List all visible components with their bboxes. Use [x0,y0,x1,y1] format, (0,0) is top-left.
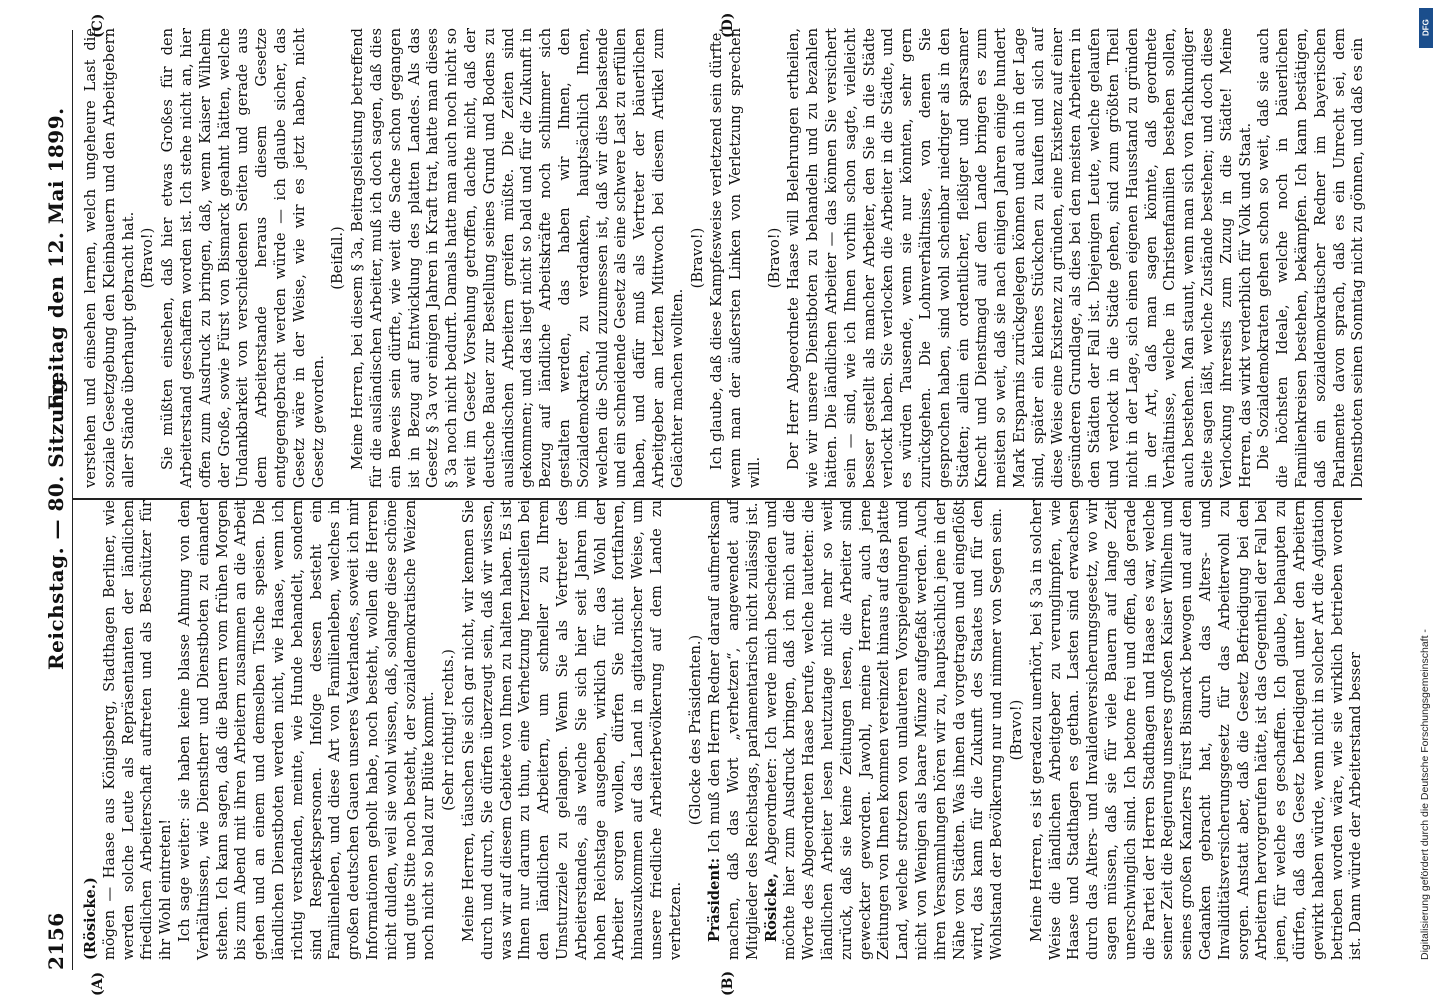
interjection: (Glocke des Präsidenten.) [686,634,704,826]
interjection: (Beifall.) [329,226,347,290]
margin-mark-c: (C) [90,13,106,38]
left-column [82,499,1365,960]
interjection: (Bravo!) [1008,699,1026,761]
paragraph: Die Sozialdemokraten gehen schon so weit, daß sie auch die höchsten Ideale, welche noch in bäuerlichen Familienkreisen bestehen, bekämpfen. Ich kann bestätigen, daß ein sozialdemokratischer Redner im bayerischen Parlamente davon sprach, daß es ein Unrecht sei, dem Dienstboten seinen Sonntag nicht zu gönnen, und daß es ein [1255,28,1367,488]
interjection: (Sehr richtig! rechts.) [440,649,458,811]
page-header [38,30,73,970]
interjection: (Bravo!) [765,227,783,289]
speaker-text: Abgeordneter: Ich werde mich bescheiden und möchte hier zum Ausdruck bringen, daß ich mich auf die Worte des Abgeordneten Haase berufe, welche lauteten: die ländlichen Arbeiter lesen heutzutage nicht mehr so weit zurück, daß sie keine Zeitungen lesen, die Arbeiter sind geweckter geworden. Jawohl, meine Herren, auch jene Zeitungen von Ihnen kommen vereinzelt hinaus auf das platte Land, welche strotzen von unlauteren Vorspiegelungen und nicht von Wenigen als baare Münze aufgefaßt werden. Auch ihren Versammlungen hören wir zu, hauptsächlich jene in der Nähe von Städten. Was ihnen da vorgetragen und eingeflößt wird, das kann für die Zukunft des Staates und für den Wohlstand der Bevölkerung nur und nimmer von Segen sein. [762,499,1006,960]
paragraph: Ich sage weiter: sie haben keine blasse Ahnung von den Verhältnissen, wie Dienstherr und Dienstboten zu einander stehen. Ich kann sagen, daß die Bauern vom frühen Morgen bis zum Abend mit ihren Arbeitern zusammen an die Arbeit gehen und an einem und demselben Tische speisen. Die ländlichen Dienstboten werden nicht, wie Haase, wenn ich richtig verstanden, meinte, wie Hunde behandelt, sondern sind Respektspersonen. Infolge dessen besteht ein Familienleben, und diese Art von Familienleben, welches in großen deutschen Gauen unseres Vaterlandes, soweit ich mir Informationen geholt habe, noch besteht, wollen die Herren nicht dulden, weil sie wohl wissen, daß, solange diese schöne und gute Sitte noch besteht, der sozialdemokratische Weizen noch nicht so bald zur Blüte kommt. [175,500,438,960]
speaker-label: Rösicke, [762,873,780,942]
speaker-paragraph [763,500,1007,960]
president-paragraph [706,500,762,960]
president-label: Präsident: [706,857,724,942]
digitization-note: Digitalisierung gefördert durch die Deutsche Forschungsgemeinschaft - [1419,629,1431,960]
interjection: (Bravo!) [139,227,157,289]
margin-mark-b: (B) [720,970,736,996]
dfg-logo: DFG [1419,8,1433,48]
paragraph: verstehen und einsehen lernen, welch ungeheure Last die soziale Gesetzgebung den Kleinbauern und den Arbeitgebern aller Stände überhaupt gebracht hat. [82,28,137,488]
speaker-continuation: (Rösicke.) [82,877,99,960]
interjection: (Bravo!) [688,227,706,289]
right-column [82,28,1367,488]
paragraph: Meine Herren, bei diesem § 3a, Beitragsleistung betreffend für die ausländischen Arbeiter, muß ich doch sagen, daß dies ein Beweis sein dürfte, wie weit die Sache schon gegangen ist in Bezug auf Entwicklung des platten Landes. Als das Gesetz § 3a vor einigen Jahren in Kraft trat, hatte man dieses § 3a noch nicht bedurft. Damals hatte man auch noch nicht so weit im Gesetz Vorsehung getroffen, dachte nicht, daß der deutsche Bauer zur Bestellung seines Grund und Bodens zu ausländischen Arbeitern greifen müßte. Die Zeiten sind gekommen; und das liegt nicht so bald und für die Zukunft in Bezug auf ländliche Arbeitskräfte noch schlimmer sich gestalten werden, das haben wir Ihnen, den Sozialdemokraten, zu verdanken, hauptsächlich Ihnen, welchen die Schuld zuzumessen ist, daß wir dies belastende und ein schneidende Gesetz als eine schwere Last zu erfüllen haben, und dafür muß als Vertreter der bäuerlichen Arbeitgeber am letzten Mittwoch bei diesem Artikel zum Gelächter machen wollten. [349,28,686,488]
paragraph: Meine Herren, täuschen Sie sich gar nicht, wir kennen Sie durch und durch, Sie dürfen überzeugt sein, daß wir wissen, was wir auf diesem Gebiete von Ihnen zu halten haben. Es ist Ihnen nur darum zu thun, eine Verhetzung herzustellen bei den ländlichen Arbeitern, um schneller zu Ihrem Umsturzziele zu gelangen. Wenn Sie als Vertreter des Arbeiterstandes, als welche Sie sich hier seit Jahren im hohen Reichstage ausgeben, wirklich für das Wohl der Arbeiter sorgen wollen, dürfen Sie nicht fortfahren, hinauszukommen auf das Land in agitatorischer Weise, um unsere friedliche Arbeiterbevölkerung auf dem Lande zu verhetzen. [459,500,684,960]
page-date: Freitag den 12. Mai 1899. [44,107,68,410]
page-title: Reichstag. — 80. Sitzung. [44,371,68,670]
margin-mark-a: (A) [90,971,106,996]
page-number: 2156 [44,912,68,970]
paragraph: Der Herr Abgeordnete Haase will Belehrungen ertheilen, wie wir unsere Dienstboten zu behandeln und zu bezahlen hätten. Die ländlichen Arbeiter — das können Sie versichert sein — sind, wie ich Ihnen vorhin schon sagte, vielleicht besser gestellt als mancher Arbeiter, den Sie in die Städte verlockt haben. Sie verlocken die Arbeiter in die Städte, und es würden Tausende, wenn sie nur könnten, sehr gern zurückgehen. Die Lohnverhältnisse, von denen Sie gesprochen haben, sind wohl scheinbar niedriger als in den Städten; allein ein ordentlicher, fleißiger und sparsamer Knecht und Dienstmagd auf dem Lande bringen es zum meisten so weit, daß sie nach einigen Jahren einige hundert Mark Ersparnis zurückgelegen können und auch in der Lage sind, später ein kleines Stückchen zu kaufen und sich auf diese Weise eine Existenz zu gründen, eine Existenz auf einer gesünderen Grundlage, als dies bei den meisten Arbeitern in den Städten der Fall ist. Diejenigen Leute, welche gelaufen und verlockt in die Städte gehen, sind zum größten Theil nicht in der Lage, sich einen eigenen Hausstand zu gründen in der Art, daß man sagen könnte, daß geordnete Verhältnisse, welche in Christenfamilien bestehen sollen, auch bestehen. Man staunt, wenn man sich von fachkundiger Seite sagen läßt, welche Zustände bestehen; und doch diese Verlockung ihrerseits zum Zuzug in die Städte! Meine Herren, das wirkt verderblich für Volk und Staat. [785,28,1254,488]
paragraph: Sie müßten einsehen, daß hier etwas Großes für den Arbeiterstand geschaffen worden ist. Ich stehe nicht an, hier offen zum Ausdruck zu bringen, daß, wenn Kaiser Wilhelm der Große, sowie Fürst von Bismarck geahnt hätten, welche Undankbarkeit von verschiedenen Seiten und gerade aus dem Arbeiterstande heraus diesem Gesetze entgegengebracht werden würde — ich glaube sicher, das Gesetz wäre in der Weise, wie wir es jetzt haben, nicht Gesetz geworden. [159,28,327,488]
paragraph: mögen — Haase aus Königsberg, Stadthagen Berliner, wie werden solche Leute als Repräsentanten der ländlichen friedlichen Arbeiterschaft auftreten und als Beschützer für ihr Wohl eintreten! [100,500,175,960]
paragraph: Ich glaube, daß diese Kampfesweise verletzend sein dürfte, wenn man der äußersten Linken von Verletzung sprechen will. [708,28,763,488]
margin-mark-d: (D) [720,12,736,38]
president-text: Ich muß den Herrn Redner darauf aufmerksam machen, daß das Wort „verhetzen“, angewendet auf Mitglieder des Reichstags, parlamentarisch nicht zulässig ist. [706,499,761,960]
paragraph: Meine Herren, es ist geradezu unerhört, bei § 3a in solcher Weise die ländlichen Arbeitgeber zu verunglimpfen, wie Haase und Stadthagen es gethan. Lasten sind erwachsen durch das Alters- und Invalidenversicherungsgesetz, wo wir sagen müssen, daß sie für viele Bauern auf lange Zeit unerschwinglich sind. Ich betone frei und offen, daß gerade die Partei der Herren Stadthagen und Haase es war, welche seiner Zeit die Regierung unseres großen Kaiser Wilhelm und seines großen Kanzlers Fürst Bismarck bewogen und auf den Gedanken gebracht hat, durch das Alters- und Invaliditätsversicherungsgesetz für das Arbeiterwohl zu sorgen. Anstatt aber, daß die Gesetz Befriedigung bei den Arbeitern hervorgerufen hätte, ist das Gegentheil der Fall bei jenen, für welche es geschaffen. Ich glaube, behaupten zu dürfen, daß das Gesetz befriedigend unter den Arbeitern gewirkt haben würde, wenn nicht in solcher Art die Agitation betrieben worden wäre, wie sie wirklich betrieben worden ist. Dann würde der Arbeiterstand besser [1027,500,1365,960]
